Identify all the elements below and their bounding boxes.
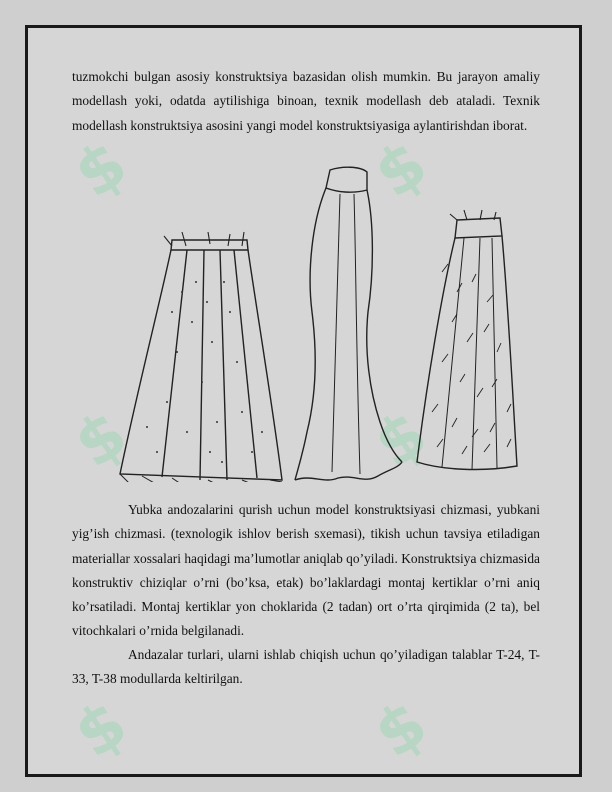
paragraph-intro: tuzmokchi bulgan asosiy konstruktsiya bazasidan olish mumkin. Bu jarayon amaliy modellash yoki, odatda aytilishiga binoan, texnik modellash deb ataladi. Texnik modellash konstruktsiya asosini yangi model konstruktsiyasiga aylantirishdan iborat. xyxy=(72,69,540,133)
svg-text:$: $ xyxy=(61,126,141,214)
svg-text:$: $ xyxy=(361,686,441,774)
svg-text:$: $ xyxy=(361,126,441,214)
skirt-illustrations xyxy=(112,162,537,482)
paragraph-pattern-types: Andazalar turlari, ularni ishlab chiqish uchun qo’yiladigan talablar T-24, T-33, T-38 modullarda keltirilgan. xyxy=(72,647,540,687)
svg-text:$: $ xyxy=(61,686,141,774)
skirt-illustration-mermaid xyxy=(295,167,402,480)
svg-text:$: $ xyxy=(61,396,141,484)
skirt-illustration-printed xyxy=(417,210,517,470)
paragraph-construction: Yubka andozalarini qurish uchun model konstruktsiyasi chizmasi, yubkani yig’ish chizmasi. (texnologik ishlov berish sxemasi), tikish uchun tavsiya etiladigan materiallar xossalari haqidagi ma’lumotlar aniqlab qo’yiladi. Konstruktsiya chizmasida konstruktiv chiziqlar o’rni (bo’ksa, etak) bo’laklardagi montaj kertiklar o’rni aniq ko’rsatiladi. Montaj kertiklar yon choklarida (2 tadan) ort o’rta qirqimida (2 ta), bel vitochkalari o’rnida belgilanadi. xyxy=(72,502,540,639)
skirt-illustration-gored xyxy=(120,232,282,482)
svg-text:$: $ xyxy=(361,396,441,484)
